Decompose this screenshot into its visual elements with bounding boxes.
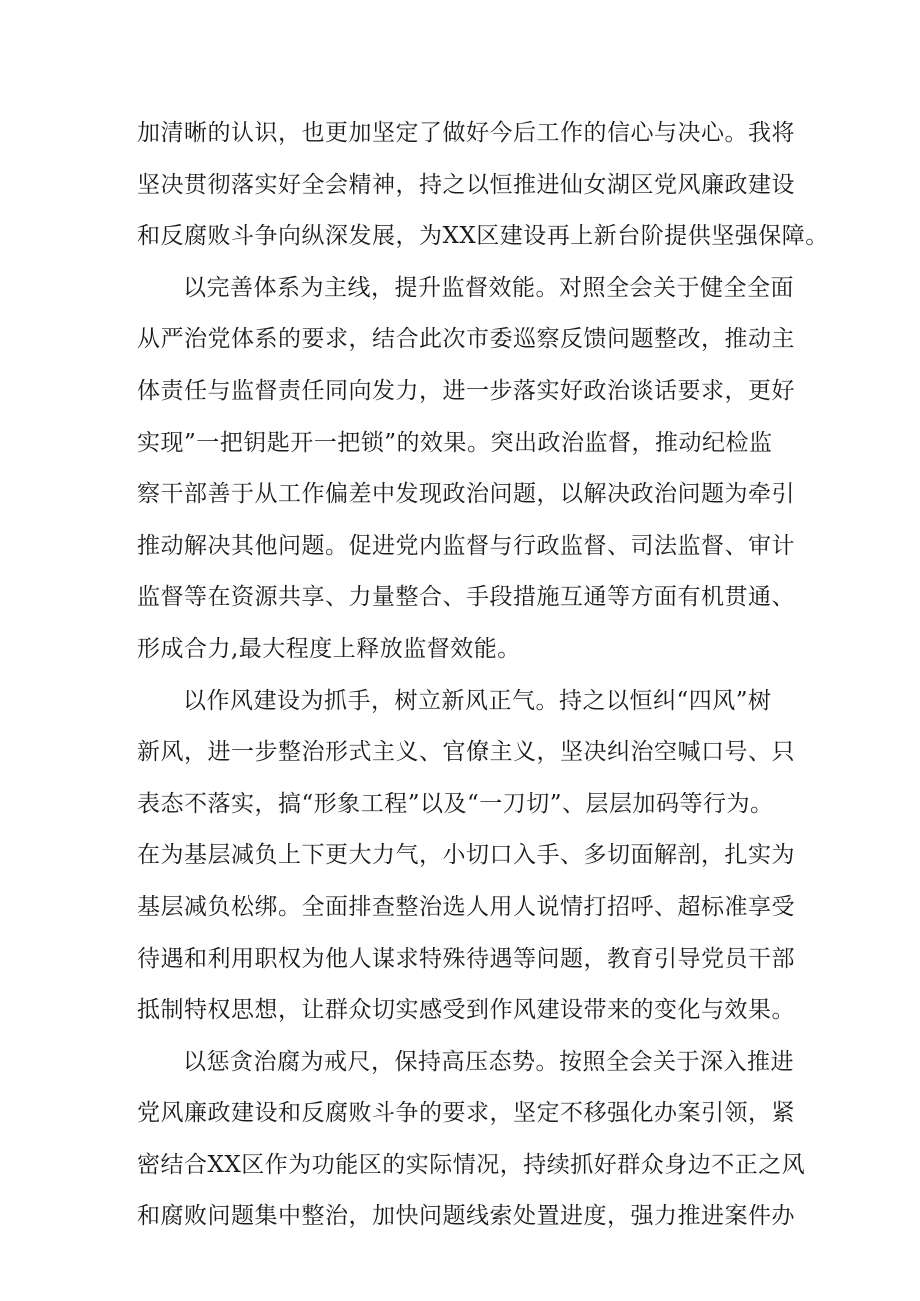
text-line: 和腐败问题集中整治，加快问题线索处置进度，强力推进案件办 bbox=[137, 1203, 795, 1230]
paragraph-first-line: 以完善体系为主线，提升监督效能。对照全会关于健全全面 bbox=[183, 274, 794, 301]
text-line: 坚决贯彻落实好全会精神，持之以恒推进仙女湖区党风廉政建设 bbox=[137, 171, 795, 198]
paragraph-first-line: 以作风建设为抓手，树立新风正气。持之以恒纠“四风”树 bbox=[183, 687, 772, 714]
text-line: 在为基层减负上下更大力气，小切口入手、多切面解剖，扎实为 bbox=[137, 842, 795, 869]
text-line: 基层减负松绑。全面排查整治选人用人说情打招呼、超标准享受 bbox=[137, 893, 795, 920]
text-line: 从严治党体系的要求，结合此次市委巡察反馈问题整改，推动主 bbox=[137, 326, 795, 353]
text-line: 党风廉政建设和反腐败斗争的要求，坚定不移强化办案引领，紧 bbox=[137, 1100, 795, 1127]
text-line: 抵制特权思想，让群众切实感受到作风建设带来的变化与效果。 bbox=[137, 997, 795, 1024]
text-line: 监督等在资源共享、力量整合、手段措施互通等方面有机贯通、 bbox=[137, 584, 795, 611]
text-line: 推动解决其他问题。促进党内监督与行政监督、司法监督、审计 bbox=[137, 532, 795, 559]
text-line: 表态不落实，搞“形象工程”以及“一刀切”、层层加码等行为。 bbox=[137, 790, 774, 817]
text-line: 察干部善于从工作偏差中发现政治问题，以解决政治问题为牵引 bbox=[137, 481, 795, 508]
text-line: 体责任与监督责任同向发力，进一步落实好政治谈话要求，更好 bbox=[137, 377, 795, 404]
text-line: 密结合XX区作为功能区的实际情况，持续抓好群众身边不正之风 bbox=[137, 1151, 806, 1178]
document-body bbox=[137, 108, 829, 1243]
text-line: 和反腐败斗争向纵深发展，为XX区建设再上新台阶提供坚强保障。 bbox=[137, 223, 829, 250]
text-line: 加清晰的认识，也更加坚定了做好今后工作的信心与决心。我将 bbox=[137, 120, 795, 146]
paragraph-first-line: 以惩贪治腐为戒尺，保持高压态势。按照全会关于深入推进 bbox=[183, 1048, 794, 1075]
text-line: 形成合力,最大程度上释放监督效能。 bbox=[137, 635, 521, 662]
text-line: 待遇和利用职权为他人谋求特殊待遇等问题，教育引导党员干部 bbox=[137, 945, 795, 972]
text-line: 新风，进一步整治形式主义、官僚主义，坚决纠治空喊口号、只 bbox=[137, 739, 795, 766]
text-line: 实现”一把钥匙开一把锁”的效果。突出政治监督，推动纪检监 bbox=[137, 429, 773, 456]
